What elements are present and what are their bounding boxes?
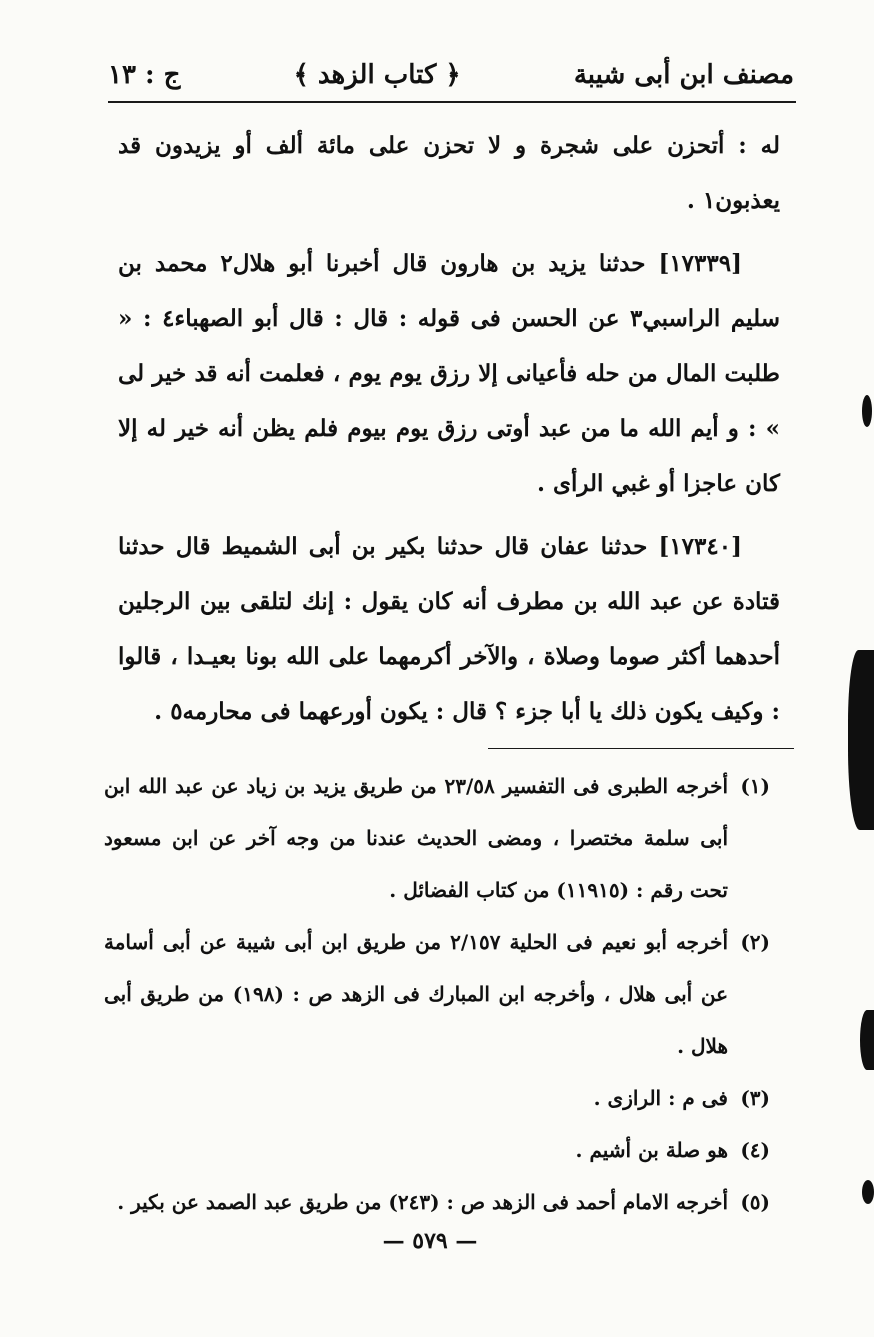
book-title: مصنف ابن أبى شيبة (573, 60, 794, 90)
scan-edge-mark (848, 650, 874, 830)
footnote-text: أخرجه الطبرى فى التفسير ٢٣/٥٨ من طريق يزيد بن زياد عن عبد الله ابن أبى سلمة مختصرا ، ومضى الحديث عندنا من وجه آخر عن ابن مسعود تحت رقم : (١١٩١٥) من كتاب الفضائل . (104, 774, 728, 902)
footnote-rule (488, 748, 794, 749)
footnote-text: هو صلة بن أشيم . (575, 1138, 728, 1162)
footnote-number: (٥) (740, 1190, 770, 1214)
paragraph-17339: [١٧٣٣٩] حدثنا يزيد بن هارون قال أخبرنا أبو هلال٢ محمد بن سليم الراسبي٣ عن الحسن فى قوله : قال : قال أبو الصهباء٤ : « طلبت المال من حله فأعيانى إلا رزق يوم يوم ، فعلمت أنه قد خير لى » : و أيم الله ما من عبد أوتى رزق يوم بيوم فلم يظن أنه خير له إلا كان عاجزا أو غبي الرأى . (118, 250, 780, 497)
footnote-4 (104, 1124, 770, 1176)
footnote-2 (104, 916, 770, 1072)
scan-edge-mark (862, 1180, 874, 1204)
footnote-text: فى م : الرازى . (593, 1086, 728, 1110)
scan-edge-mark (862, 395, 872, 427)
chapter-title: ﴿ كتاب الزهد ﴾ (293, 60, 461, 90)
scan-edge-mark (860, 1010, 874, 1070)
footnote-number: (٢) (740, 930, 770, 954)
footnote-3 (104, 1072, 770, 1124)
footnote-1 (104, 760, 770, 916)
main-text (118, 118, 780, 747)
running-header (108, 52, 794, 98)
page-number: — ٥٧٩ — (382, 1228, 478, 1254)
footnote-number: (٤) (740, 1138, 770, 1162)
header-rule (108, 101, 796, 103)
footnote-text: أخرجه أبو نعيم فى الحلية ٢/١٥٧ من طريق ابن أبى شيبة عن أبى أسامة عن أبى هلال ، وأخرجه ابن المبارك فى الزهد ص : (١٩٨) من طريق أبى هلال . (104, 930, 728, 1058)
footnote-number: (١) (740, 774, 770, 798)
paragraph: له : أتحزن على شجرة و لا تحزن على مائة ألف أو يزيدون قد يعذبون١ . (118, 132, 780, 214)
paragraph-17340: [١٧٣٤٠] حدثنا عفان قال حدثنا بكير بن أبى الشميط قال حدثنا قتادة عن عبد الله بن مطرف أنه كان يقول : إنك لتلقى بين الرجلين أحدهما أكثر صوما وصلاة ، والآخر أكرمهما على الله بونا بعيـدا ، قالوا : وكيف يكون ذلك يا أبا جزء ؟ قال : يكون أورعهما فى محارمه٥ . (118, 533, 780, 725)
footnote-text: أخرجه الامام أحمد فى الزهد ص : (٢٤٣) من طريق عبد الصمد عن بكير . (117, 1190, 728, 1214)
footnote-number: (٣) (740, 1086, 770, 1110)
volume-number: ج : ١٣ (108, 60, 181, 90)
footnote-5 (104, 1176, 770, 1228)
footnotes (104, 760, 770, 1228)
